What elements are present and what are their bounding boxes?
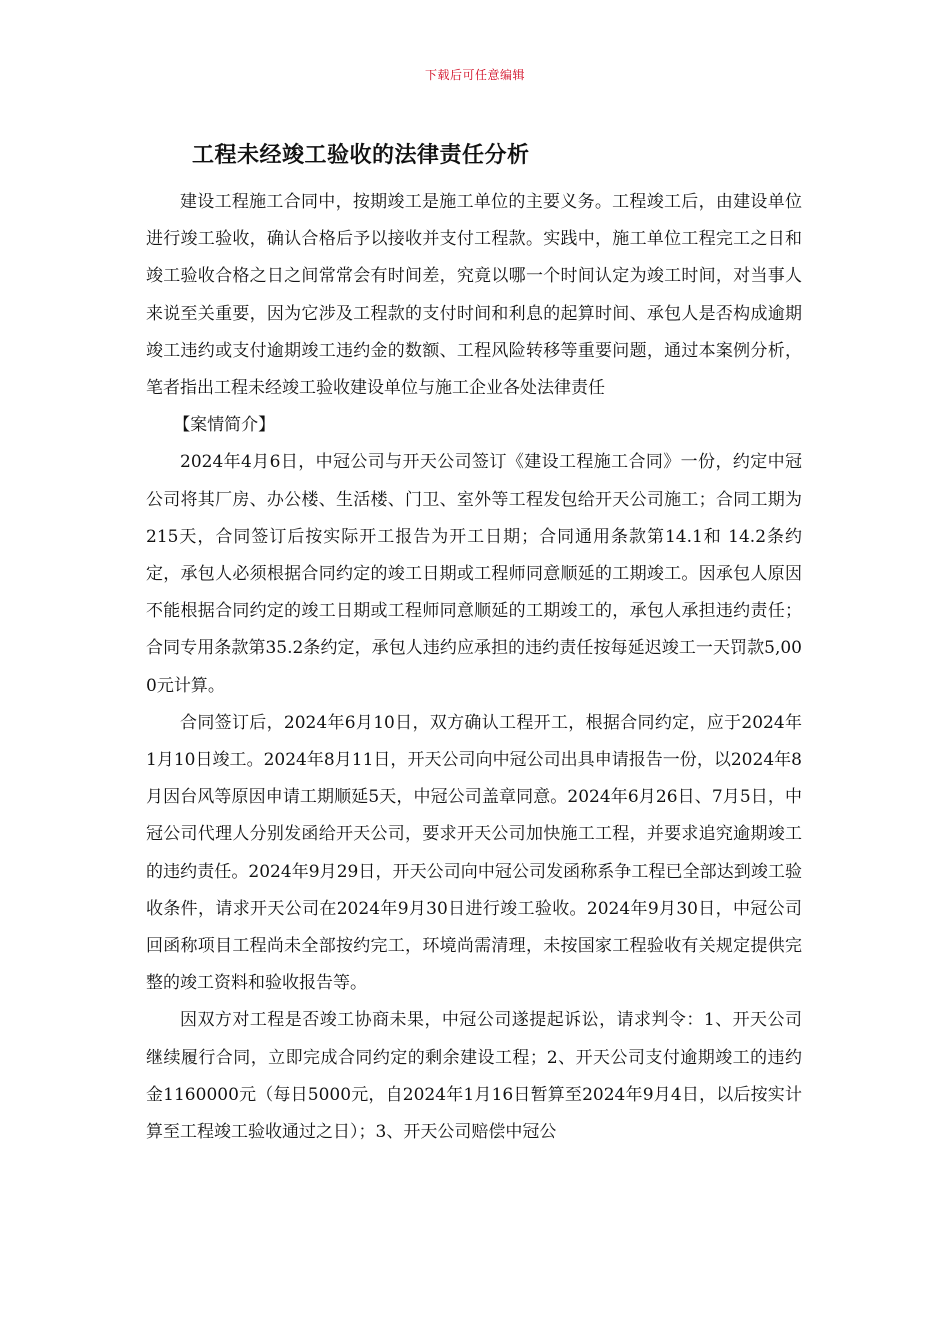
- case-paragraph-timeline: 合同签订后，2024年6月10日，双方确认工程开工，根据合同约定，应于2024年1月10日竣工。2024年8月11日，开天公司向中冠公司出具申请报告一份，以2024年8月因台风等原因申请工期顺延5天，中冠公司盖章同意。2024年6月26日、7月5日，中冠公司代理人分别发函给开天公司，要求开天公司加快施工工程，并要求追究逾期竣工的违约责任。2024年9月29日，开天公司向中冠公司发函称系争工程已全部达到竣工验收条件，请求开天公司在2024年9月30日进行竣工验收。2024年9月30日，中冠公司回函称项目工程尚未全部按约完工，环境尚需清理，未按国家工程验收有关规定提供完整的竣工资料和验收报告等。: [146, 712, 802, 994]
- section-heading-case-summary: 【案情简介】: [173, 415, 276, 436]
- case-paragraph-lawsuit: 因双方对工程是否竣工协商未果，中冠公司遂提起诉讼，请求判令：1、开天公司继续履行合同，立即完成合同约定的剩余建设工程；2、开天公司支付逾期竣工的违约金1160000元（每日5000元，自2024年1月16日暂算至2024年9月4日，以后按实计算至工程竣工验收通过之日）；3、开天公司赔偿中冠公: [146, 1010, 802, 1143]
- download-note: 下载后可任意编辑: [424, 68, 525, 82]
- case-paragraph-contract: 2024年4月6日，中冠公司与开天公司签订《建设工程施工合同》一份，约定中冠公司将其厂房、办公楼、生活楼、门卫、室外等工程发包给开天公司施工；合同工期为215天，合同签订后按实际开工报告为开工日期；合同通用条款第14.1和 14.2条约定，承包人必须根据合同约定的竣工日期或工程师同意顺延的工期竣工。因承包人原因不能根据合同约定的竣工日期或工程师同意顺延的工期竣工的，承包人承担违约责任；合同专用条款第35.2条约定，承包人违约应承担的违约责任按每延迟竣工一天罚款5,000元计算。: [146, 452, 802, 696]
- intro-paragraph: 建设工程施工合同中，按期竣工是施工单位的主要义务。工程竣工后，由建设单位进行竣工验收，确认合格后予以接收并支付工程款。实践中，施工单位工程完工之日和竣工验收合格之日之间常常会有时间差，究竟以哪一个时间认定为竣工时间，对当事人来说至关重要，因为它涉及工程款的支付时间和利息的起算时间、承包人是否构成逾期竣工违约或支付逾期竣工违约金的数额、工程风险转移等重要问题，通过本案例分析，笔者指出工程未经竣工验收建设单位与施工企业各处法律责任: [146, 192, 802, 399]
- document-title: 工程未经竣工验收的法律责任分析: [192, 143, 530, 168]
- document-body: [146, 184, 802, 1151]
